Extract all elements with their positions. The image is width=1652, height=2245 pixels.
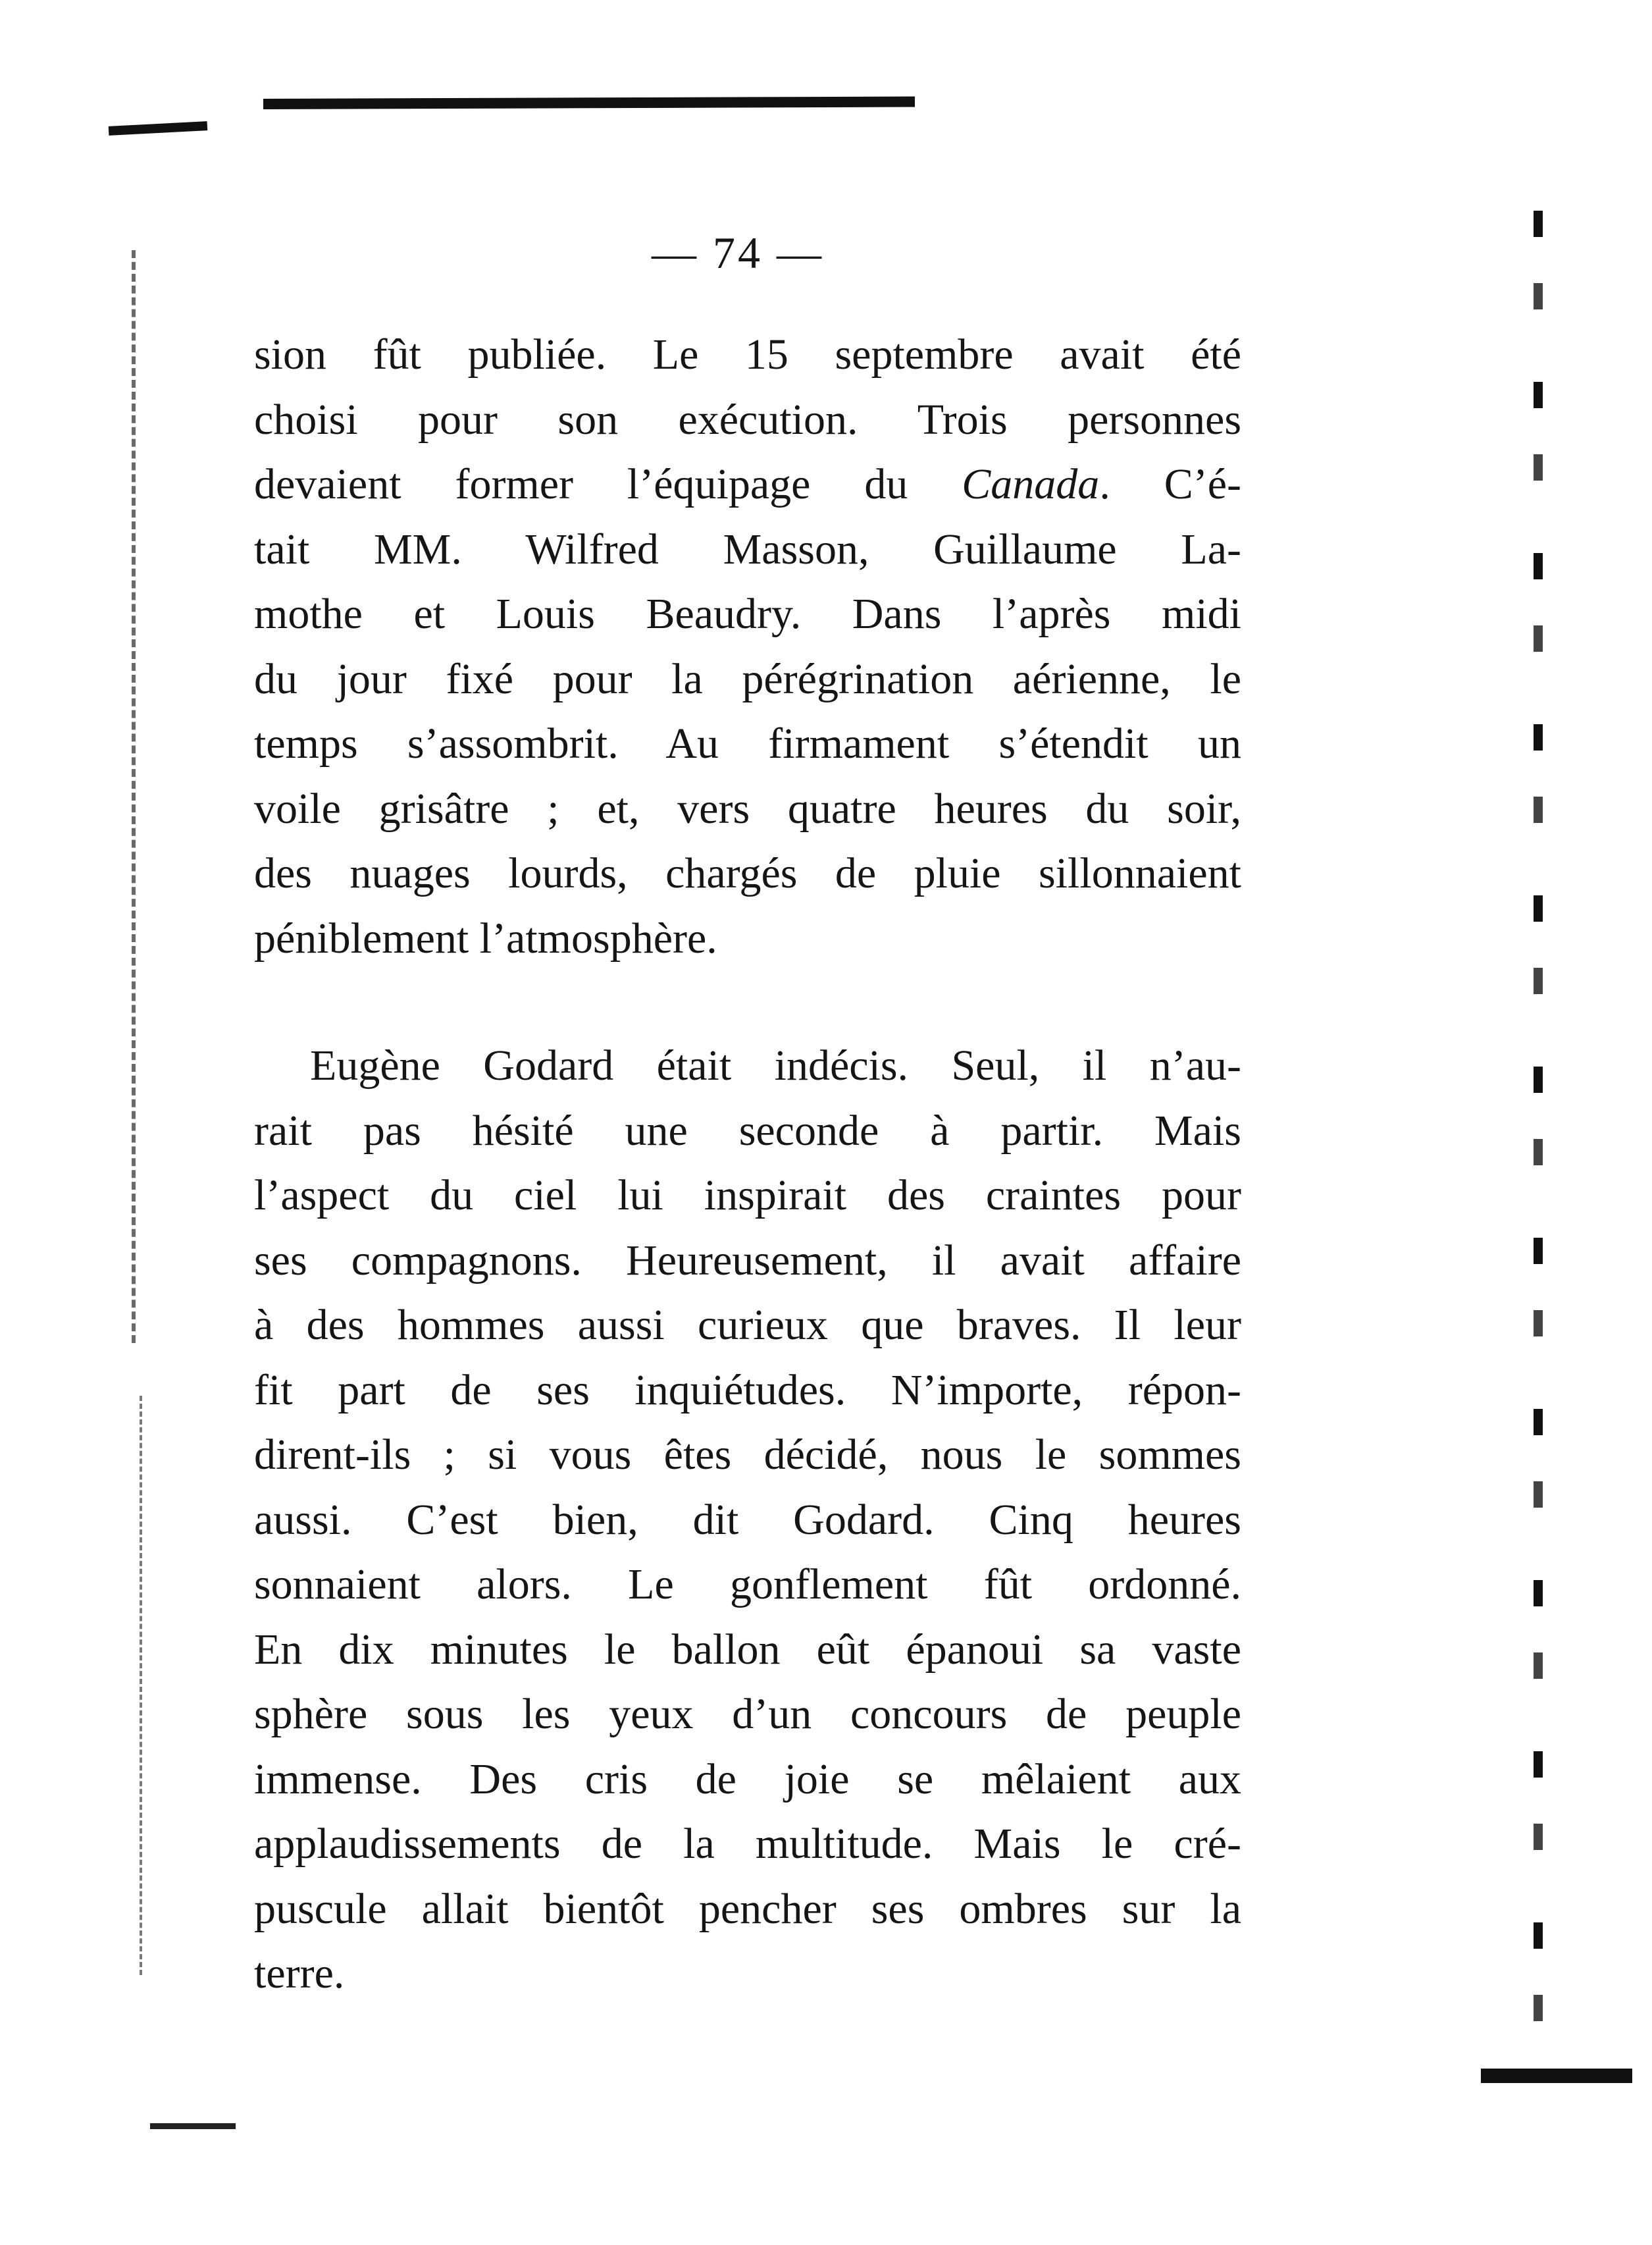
text-line: voile grisâtre ; et, vers quatre heures du soir, bbox=[254, 784, 1241, 833]
text-line: sion fût publiée. Le 15 septembre avait été bbox=[254, 330, 1241, 379]
text-line: du jour fixé pour la pérégrination aérienne, le bbox=[254, 654, 1241, 703]
top-rule bbox=[263, 97, 915, 109]
text-line: applaudissements de la multitude. Mais le cré- bbox=[254, 1820, 1241, 1868]
body-text bbox=[254, 323, 1241, 2007]
text-line: tait MM. Wilfred Masson, Guillaume La- bbox=[254, 525, 1241, 573]
text-line: rait pas hésité une seconde à partir. Mais bbox=[254, 1106, 1241, 1155]
page-number: — 74 — bbox=[652, 228, 824, 278]
left-edge-marks bbox=[132, 250, 136, 1343]
text-line: aussi. C’est bien, dit Godard. Cinq heures bbox=[254, 1495, 1241, 1544]
text-line: devaient former l’équipage du Canada. C’é- bbox=[254, 460, 1241, 508]
paragraph-1 bbox=[254, 323, 1241, 971]
text-line: temps s’assombrit. Au firmament s’étendit un bbox=[254, 720, 1241, 768]
text-line: l’aspect du ciel lui inspirait des craintes pour bbox=[254, 1171, 1241, 1219]
paragraph-gap bbox=[254, 971, 1241, 1034]
text-line: sphère sous les yeux d’un concours de peuple bbox=[254, 1690, 1241, 1738]
text-line: terre. bbox=[254, 1949, 345, 1997]
text-line: Eugène Godard était indécis. Seul, il n’au- bbox=[310, 1042, 1241, 1090]
bottom-right-rule bbox=[1481, 2069, 1632, 2083]
paragraph-2 bbox=[254, 1034, 1241, 2007]
ship-name: Canada bbox=[962, 460, 1100, 508]
text-line: péniblement l’atmosphère. bbox=[254, 914, 717, 963]
text-line: immense. Des cris de joie se mêlaient aux bbox=[254, 1755, 1241, 1803]
text-line: choisi pour son exécution. Trois personnes bbox=[254, 395, 1241, 444]
top-left-rule bbox=[109, 121, 208, 136]
text-line: dirent-ils ; si vous êtes décidé, nous le sommes bbox=[254, 1431, 1241, 1479]
text-line: mothe et Louis Beaudry. Dans l’après midi bbox=[254, 590, 1241, 638]
bottom-left-rule bbox=[150, 2123, 236, 2129]
text-line: fit part de ses inquiétudes. N’importe, répon- bbox=[254, 1365, 1241, 1414]
right-edge-marks bbox=[1534, 211, 1543, 2074]
text-line: sonnaient alors. Le gonflement fût ordonné. bbox=[254, 1560, 1241, 1608]
text-line: puscule allait bientôt pencher ses ombres sur la bbox=[254, 1884, 1241, 1933]
text-line: En dix minutes le ballon eût épanoui sa vaste bbox=[254, 1625, 1241, 1674]
text-line: des nuages lourds, chargés de pluie sillonnaient bbox=[254, 849, 1241, 897]
left-edge-marks-lower bbox=[140, 1396, 142, 1975]
text-line: ses compagnons. Heureusement, il avait affaire bbox=[254, 1236, 1241, 1284]
text-line: à des hommes aussi curieux que braves. Il leur bbox=[254, 1301, 1241, 1349]
